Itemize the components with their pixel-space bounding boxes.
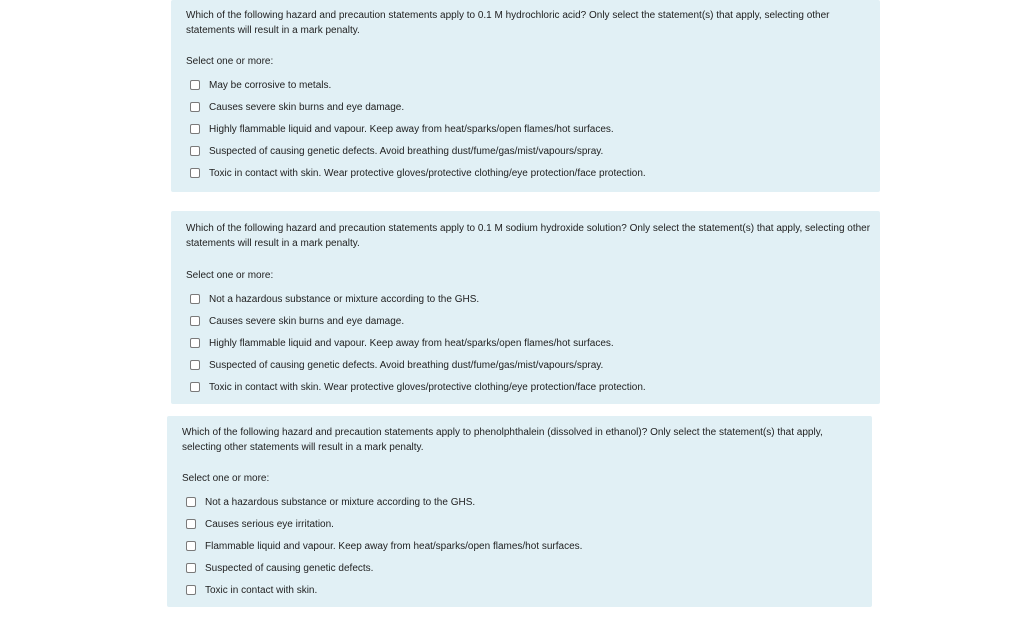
option-item[interactable] [186, 557, 582, 579]
option-label[interactable]: Causes severe skin burns and eye damage. [209, 101, 405, 113]
question-text: Which of the following hazard and precaution statements apply to 0.1 M hydrochloric acid? Only select the statement(s) that apply, selecting other statements will result in a mark penalty. [186, 10, 830, 36]
select-prompt: Select one or more: [182, 473, 270, 484]
checkbox[interactable] [186, 541, 196, 551]
option-label[interactable]: Suspected of causing genetic defects. Avoid breathing dust/fume/gas/mist/vapours/spray. [209, 145, 604, 157]
option-label[interactable]: Highly flammable liquid and vapour. Keep away from heat/sparks/open flames/hot surfaces. [209, 123, 614, 135]
option-label[interactable]: Not a hazardous substance or mixture according to the GHS. [205, 496, 476, 508]
checkbox[interactable] [190, 80, 200, 90]
option-item[interactable] [190, 310, 646, 332]
option-label[interactable]: Toxic in contact with skin. Wear protective gloves/protective clothing/eye protection/face protection. [209, 167, 646, 179]
question-panel-phenolphthalein [167, 416, 872, 607]
checkbox[interactable] [190, 146, 200, 156]
option-label[interactable]: Not a hazardous substance or mixture according to the GHS. [209, 293, 480, 305]
options-list [186, 491, 582, 601]
option-item[interactable] [186, 513, 582, 535]
checkbox[interactable] [186, 585, 196, 595]
option-item[interactable] [190, 96, 646, 118]
checkbox[interactable] [186, 519, 196, 529]
checkbox[interactable] [190, 382, 200, 392]
option-item[interactable] [190, 376, 646, 398]
option-item[interactable] [186, 491, 582, 513]
option-label[interactable]: May be corrosive to metals. [209, 79, 332, 91]
checkbox[interactable] [190, 360, 200, 370]
option-label[interactable]: Toxic in contact with skin. Wear protective gloves/protective clothing/eye protection/face protection. [209, 381, 646, 393]
option-item[interactable] [190, 332, 646, 354]
option-label[interactable]: Suspected of causing genetic defects. [205, 562, 374, 574]
option-label[interactable]: Toxic in contact with skin. [205, 584, 318, 596]
option-item[interactable] [190, 288, 646, 310]
option-label[interactable]: Suspected of causing genetic defects. Avoid breathing dust/fume/gas/mist/vapours/spray. [209, 359, 604, 371]
checkbox[interactable] [190, 338, 200, 348]
checkbox[interactable] [186, 563, 196, 573]
question-panel-sodium-hydroxide [171, 211, 880, 404]
option-label[interactable]: Causes severe skin burns and eye damage. [209, 315, 405, 327]
option-item[interactable] [190, 140, 646, 162]
select-prompt: Select one or more: [186, 270, 274, 281]
option-label[interactable]: Highly flammable liquid and vapour. Keep away from heat/sparks/open flames/hot surfaces. [209, 337, 614, 349]
option-item[interactable] [190, 162, 646, 184]
option-item[interactable] [190, 118, 646, 140]
option-item[interactable] [190, 354, 646, 376]
question-text: Which of the following hazard and precaution statements apply to phenolphthalein (dissolved in ethanol)? Only select the statement(s) that apply, selecting other statements will result in a mark penalty. [182, 427, 823, 453]
checkbox[interactable] [190, 294, 200, 304]
select-prompt: Select one or more: [186, 56, 274, 67]
option-item[interactable] [186, 579, 582, 601]
options-list [190, 288, 646, 398]
options-list [190, 74, 646, 184]
checkbox[interactable] [190, 316, 200, 326]
option-item[interactable] [190, 74, 646, 96]
option-label[interactable]: Flammable liquid and vapour. Keep away from heat/sparks/open flames/hot surfaces. [205, 540, 583, 552]
checkbox[interactable] [190, 102, 200, 112]
checkbox[interactable] [190, 124, 200, 134]
option-label[interactable]: Causes serious eye irritation. [205, 518, 334, 530]
checkbox[interactable] [186, 497, 196, 507]
question-panel-hydrochloric-acid [171, 0, 880, 192]
option-item[interactable] [186, 535, 582, 557]
checkbox[interactable] [190, 168, 200, 178]
question-text: Which of the following hazard and precaution statements apply to 0.1 M sodium hydroxide solution? Only select the statement(s) that apply, selecting other statements will result in a mark penalty. [186, 223, 871, 249]
